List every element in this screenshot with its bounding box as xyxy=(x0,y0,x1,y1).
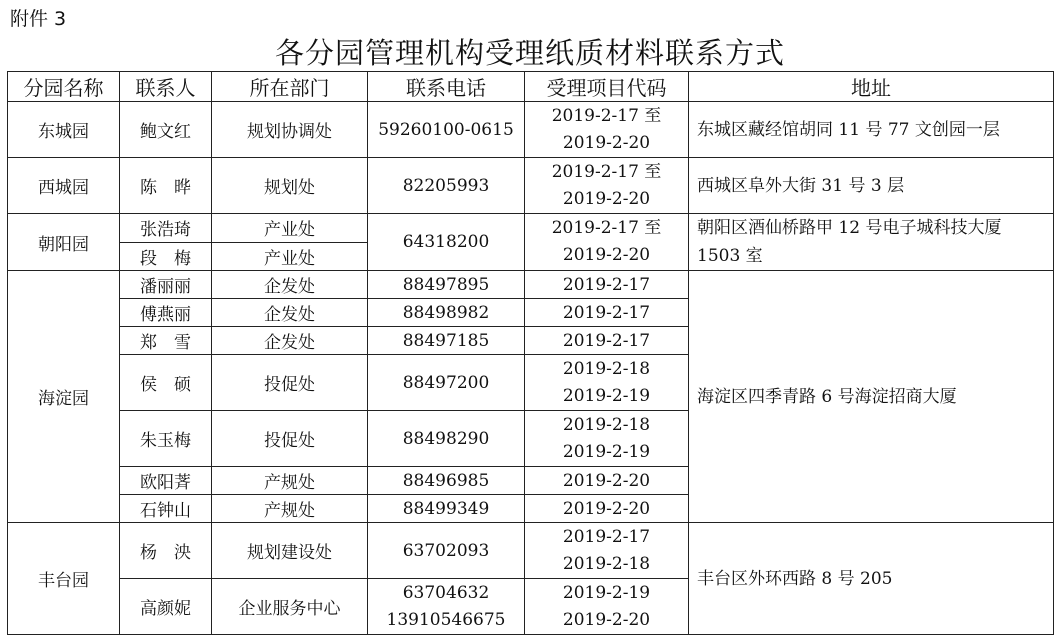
table-row xyxy=(8,102,1054,158)
project-code xyxy=(525,579,689,635)
code-line: 2019-2-20 xyxy=(562,609,651,630)
code-line: 2019-2-18 xyxy=(562,553,651,574)
phone: 82205993 xyxy=(368,158,525,214)
code-line: 2019-2-17 至 xyxy=(551,161,662,182)
table-row xyxy=(8,523,1054,579)
department: 产规处 xyxy=(212,467,368,495)
header-address: 地址 xyxy=(689,72,1054,102)
code-line: 2019-2-20 xyxy=(562,188,651,209)
phone: 64318200 xyxy=(368,214,525,271)
address: 东城区藏经馆胡同 11 号 77 文创园一层 xyxy=(689,102,1054,158)
department: 投促处 xyxy=(212,355,368,411)
project-code xyxy=(525,214,689,271)
project-code: 2019-2-17 xyxy=(525,327,689,355)
project-code xyxy=(525,523,689,579)
department: 企发处 xyxy=(212,299,368,327)
department: 产业处 xyxy=(212,242,368,271)
phone: 88496985 xyxy=(368,467,525,495)
code-line: 2019-2-17 至 xyxy=(551,105,662,126)
department: 投促处 xyxy=(212,411,368,467)
project-code: 2019-2-17 xyxy=(525,299,689,327)
project-code xyxy=(525,102,689,158)
contact-name: 傅燕丽 xyxy=(120,299,212,327)
code-line: 2019-2-19 xyxy=(562,441,651,462)
department: 产业处 xyxy=(212,214,368,243)
contact-name: 侯 硕 xyxy=(120,355,212,411)
contact-name: 石钟山 xyxy=(120,495,212,523)
project-code xyxy=(525,355,689,411)
project-code: 2019-2-17 xyxy=(525,271,689,299)
phone-line: 13910546675 xyxy=(386,609,506,630)
phone: 63702093 xyxy=(368,523,525,579)
phone: 59260100-0615 xyxy=(368,102,525,158)
code-line: 2019-2-17 xyxy=(562,526,651,547)
header-row xyxy=(8,72,1054,102)
contact-table xyxy=(7,71,1054,635)
header-park: 分园名称 xyxy=(8,72,120,102)
address: 海淀区四季青路 6 号海淀招商大厦 xyxy=(689,271,1054,523)
park-name: 丰台园 xyxy=(8,523,120,635)
phone: 88497200 xyxy=(368,355,525,411)
contact-name: 潘丽丽 xyxy=(120,271,212,299)
code-line: 2019-2-19 xyxy=(562,385,651,406)
header-contact: 联系人 xyxy=(120,72,212,102)
header-phone: 联系电话 xyxy=(368,72,525,102)
department: 企发处 xyxy=(212,271,368,299)
contact-name: 郑 雪 xyxy=(120,327,212,355)
code-line: 2019-2-17 至 xyxy=(551,218,662,238)
department: 规划处 xyxy=(212,158,368,214)
department: 规划协调处 xyxy=(212,102,368,158)
document-title: 各分园管理机构受理纸质材料联系方式 xyxy=(274,36,785,70)
table-row xyxy=(8,158,1054,214)
department: 企发处 xyxy=(212,327,368,355)
park-name: 西城园 xyxy=(8,158,120,214)
contact-name: 陈 晔 xyxy=(120,158,212,214)
phone: 88497185 xyxy=(368,327,525,355)
project-code xyxy=(525,158,689,214)
department: 企业服务中心 xyxy=(212,579,368,635)
contact-name: 朱玉梅 xyxy=(120,411,212,467)
phone xyxy=(368,579,525,635)
code-line: 2019-2-20 xyxy=(562,132,651,153)
project-code: 2019-2-20 xyxy=(525,495,689,523)
contact-name: 鲍文红 xyxy=(120,102,212,158)
table-row xyxy=(8,271,1054,299)
park-name: 海淀园 xyxy=(8,271,120,523)
code-line: 2019-2-18 xyxy=(562,358,651,379)
code-line: 2019-2-20 xyxy=(562,245,651,265)
phone: 88499349 xyxy=(368,495,525,523)
phone: 88498290 xyxy=(368,411,525,467)
contact-name: 张浩琦 xyxy=(120,214,212,243)
table-row xyxy=(8,214,1054,243)
header-dept: 所在部门 xyxy=(212,72,368,102)
header-code: 受理项目代码 xyxy=(525,72,689,102)
project-code: 2019-2-20 xyxy=(525,467,689,495)
contact-name: 杨 泱 xyxy=(120,523,212,579)
contact-name: 欧阳萕 xyxy=(120,467,212,495)
park-name: 东城园 xyxy=(8,102,120,158)
phone: 88497895 xyxy=(368,271,525,299)
address: 丰台区外环西路 8 号 205 xyxy=(689,523,1054,635)
phone-line: 63704632 xyxy=(402,582,490,603)
department: 产规处 xyxy=(212,495,368,523)
code-line: 2019-2-18 xyxy=(562,414,651,435)
project-code xyxy=(525,411,689,467)
address: 朝阳区酒仙桥路甲 12 号电子城科技大厦 1503 室 xyxy=(689,214,1054,271)
contact-name: 高颜妮 xyxy=(120,579,212,635)
contact-name: 段 梅 xyxy=(120,242,212,271)
attachment-label: 附件 3 xyxy=(10,8,67,30)
phone: 88498982 xyxy=(368,299,525,327)
code-line: 2019-2-19 xyxy=(562,582,651,603)
department: 规划建设处 xyxy=(212,523,368,579)
address: 西城区阜外大街 31 号 3 层 xyxy=(689,158,1054,214)
park-name: 朝阳园 xyxy=(8,214,120,271)
